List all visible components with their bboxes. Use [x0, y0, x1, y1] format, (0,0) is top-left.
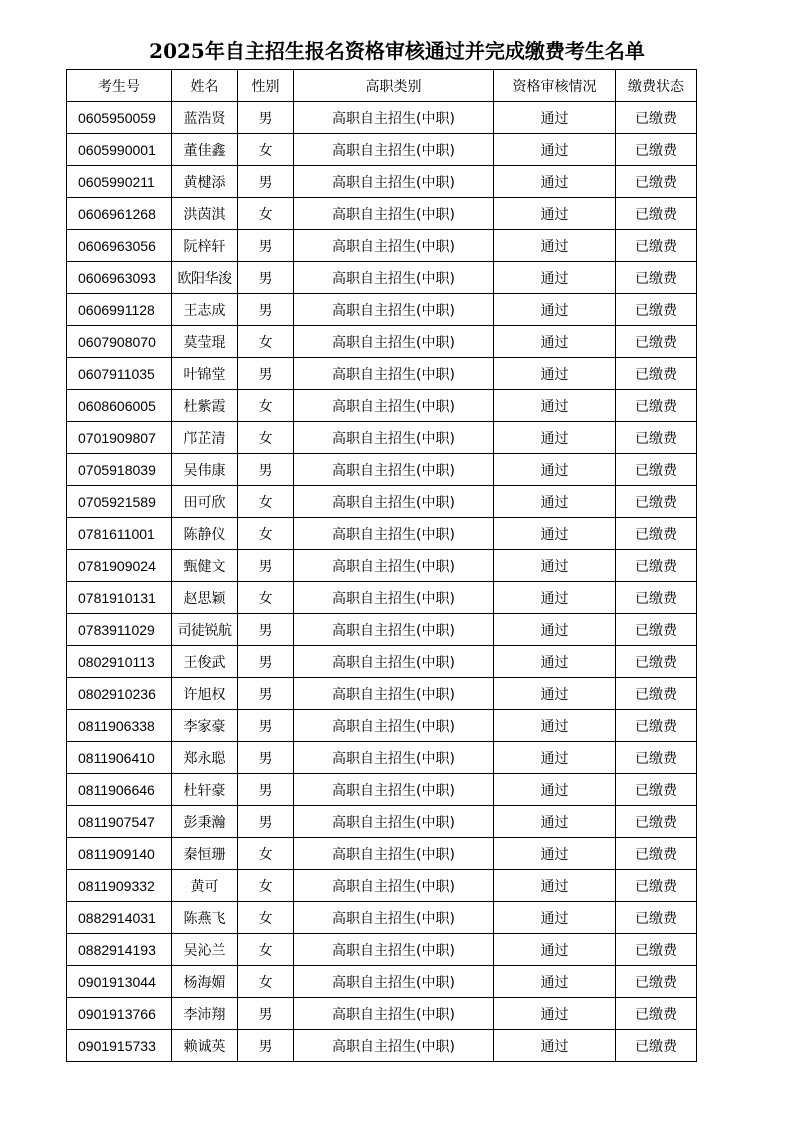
header-review-status: 资格审核情况	[494, 70, 616, 102]
cell-review-status: 通过	[494, 486, 616, 518]
cell-candidate-id: 0882914193	[67, 934, 172, 966]
cell-name: 莫莹琨	[172, 326, 238, 358]
cell-category: 高职自主招生(中职)	[294, 230, 494, 262]
page-title: 2025年自主招生报名资格审核通过并完成缴费考生名单	[149, 39, 645, 63]
cell-candidate-id: 0781611001	[67, 518, 172, 550]
cell-name: 赖诚英	[172, 1030, 238, 1062]
cell-review-status: 通过	[494, 966, 616, 998]
table-row	[67, 774, 697, 806]
cell-name: 黄可	[172, 870, 238, 902]
cell-payment-status: 已缴费	[616, 166, 697, 198]
cell-category: 高职自主招生(中职)	[294, 134, 494, 166]
cell-category: 高职自主招生(中职)	[294, 102, 494, 134]
cell-name: 吴沁兰	[172, 934, 238, 966]
cell-category: 高职自主招生(中职)	[294, 742, 494, 774]
cell-review-status: 通过	[494, 902, 616, 934]
table-row	[67, 614, 697, 646]
table-header	[67, 70, 697, 102]
table-row	[67, 550, 697, 582]
cell-candidate-id: 0811909140	[67, 838, 172, 870]
cell-candidate-id: 0802910236	[67, 678, 172, 710]
cell-review-status: 通过	[494, 550, 616, 582]
cell-review-status: 通过	[494, 198, 616, 230]
cell-name: 李家豪	[172, 710, 238, 742]
table-row	[67, 934, 697, 966]
cell-category: 高职自主招生(中职)	[294, 806, 494, 838]
cell-gender: 男	[238, 230, 294, 262]
cell-payment-status: 已缴费	[616, 582, 697, 614]
cell-name: 杜轩豪	[172, 774, 238, 806]
cell-name: 甄健文	[172, 550, 238, 582]
cell-gender: 男	[238, 358, 294, 390]
cell-name: 邝芷清	[172, 422, 238, 454]
cell-name: 陈静仪	[172, 518, 238, 550]
cell-payment-status: 已缴费	[616, 230, 697, 262]
cell-name: 蓝浩贤	[172, 102, 238, 134]
table-row	[67, 358, 697, 390]
cell-gender: 女	[238, 518, 294, 550]
cell-gender: 男	[238, 262, 294, 294]
table-row	[67, 710, 697, 742]
cell-category: 高职自主招生(中职)	[294, 166, 494, 198]
table-row	[67, 102, 697, 134]
table-row	[67, 294, 697, 326]
cell-review-status: 通过	[494, 390, 616, 422]
cell-category: 高职自主招生(中职)	[294, 838, 494, 870]
cell-category: 高职自主招生(中职)	[294, 390, 494, 422]
cell-gender: 女	[238, 326, 294, 358]
cell-payment-status: 已缴费	[616, 870, 697, 902]
cell-payment-status: 已缴费	[616, 134, 697, 166]
cell-gender: 男	[238, 742, 294, 774]
cell-gender: 女	[238, 902, 294, 934]
table-row	[67, 230, 697, 262]
cell-name: 李沛翔	[172, 998, 238, 1030]
cell-category: 高职自主招生(中职)	[294, 1030, 494, 1062]
cell-candidate-id: 0781910131	[67, 582, 172, 614]
table-row	[67, 870, 697, 902]
cell-candidate-id: 0605990211	[67, 166, 172, 198]
cell-gender: 男	[238, 774, 294, 806]
cell-name: 洪茵淇	[172, 198, 238, 230]
table-row	[67, 966, 697, 998]
cell-payment-status: 已缴费	[616, 1030, 697, 1062]
cell-payment-status: 已缴费	[616, 710, 697, 742]
candidate-table	[66, 69, 697, 1062]
cell-payment-status: 已缴费	[616, 838, 697, 870]
cell-category: 高职自主招生(中职)	[294, 902, 494, 934]
cell-candidate-id: 0802910113	[67, 646, 172, 678]
cell-name: 赵思颖	[172, 582, 238, 614]
cell-candidate-id: 0783911029	[67, 614, 172, 646]
cell-candidate-id: 0606963093	[67, 262, 172, 294]
cell-candidate-id: 0882914031	[67, 902, 172, 934]
cell-review-status: 通过	[494, 422, 616, 454]
table-row	[67, 902, 697, 934]
cell-gender: 女	[238, 198, 294, 230]
table-row	[67, 998, 697, 1030]
cell-candidate-id: 0781909024	[67, 550, 172, 582]
cell-candidate-id: 0607908070	[67, 326, 172, 358]
cell-review-status: 通过	[494, 454, 616, 486]
cell-category: 高职自主招生(中职)	[294, 358, 494, 390]
cell-candidate-id: 0901913044	[67, 966, 172, 998]
cell-name: 许旭权	[172, 678, 238, 710]
cell-category: 高职自主招生(中职)	[294, 518, 494, 550]
table-row	[67, 838, 697, 870]
cell-gender: 男	[238, 1030, 294, 1062]
cell-category: 高职自主招生(中职)	[294, 646, 494, 678]
cell-candidate-id: 0607911035	[67, 358, 172, 390]
cell-review-status: 通过	[494, 614, 616, 646]
cell-review-status: 通过	[494, 358, 616, 390]
header-payment-status: 缴费状态	[616, 70, 697, 102]
cell-gender: 女	[238, 838, 294, 870]
cell-payment-status: 已缴费	[616, 326, 697, 358]
cell-gender: 男	[238, 102, 294, 134]
cell-name: 欧阳华浚	[172, 262, 238, 294]
cell-name: 司徒锐航	[172, 614, 238, 646]
cell-gender: 男	[238, 454, 294, 486]
table-row	[67, 806, 697, 838]
cell-review-status: 通过	[494, 134, 616, 166]
cell-candidate-id: 0606991128	[67, 294, 172, 326]
cell-gender: 女	[238, 390, 294, 422]
cell-gender: 女	[238, 934, 294, 966]
cell-candidate-id: 0605990001	[67, 134, 172, 166]
cell-review-status: 通过	[494, 710, 616, 742]
cell-gender: 男	[238, 998, 294, 1030]
cell-candidate-id: 0701909807	[67, 422, 172, 454]
cell-payment-status: 已缴费	[616, 518, 697, 550]
cell-review-status: 通过	[494, 518, 616, 550]
table-row	[67, 134, 697, 166]
cell-category: 高职自主招生(中职)	[294, 998, 494, 1030]
cell-review-status: 通过	[494, 806, 616, 838]
cell-category: 高职自主招生(中职)	[294, 262, 494, 294]
cell-gender: 男	[238, 614, 294, 646]
cell-name: 郑永聪	[172, 742, 238, 774]
cell-name: 陈燕飞	[172, 902, 238, 934]
cell-gender: 女	[238, 582, 294, 614]
cell-payment-status: 已缴费	[616, 934, 697, 966]
cell-gender: 女	[238, 870, 294, 902]
cell-category: 高职自主招生(中职)	[294, 582, 494, 614]
cell-name: 杨海媚	[172, 966, 238, 998]
cell-review-status: 通过	[494, 1030, 616, 1062]
table-row	[67, 198, 697, 230]
cell-payment-status: 已缴费	[616, 198, 697, 230]
cell-name: 杜紫霞	[172, 390, 238, 422]
cell-category: 高职自主招生(中职)	[294, 198, 494, 230]
cell-gender: 男	[238, 806, 294, 838]
cell-name: 阮梓轩	[172, 230, 238, 262]
cell-candidate-id: 0901915733	[67, 1030, 172, 1062]
cell-category: 高职自主招生(中职)	[294, 550, 494, 582]
cell-name: 吴伟康	[172, 454, 238, 486]
cell-payment-status: 已缴费	[616, 358, 697, 390]
cell-category: 高职自主招生(中职)	[294, 294, 494, 326]
cell-payment-status: 已缴费	[616, 454, 697, 486]
cell-gender: 女	[238, 486, 294, 518]
cell-gender: 女	[238, 134, 294, 166]
cell-candidate-id: 0608606005	[67, 390, 172, 422]
cell-review-status: 通过	[494, 870, 616, 902]
cell-payment-status: 已缴费	[616, 262, 697, 294]
header-name: 姓名	[172, 70, 238, 102]
cell-gender: 男	[238, 550, 294, 582]
table-row	[67, 582, 697, 614]
cell-gender: 男	[238, 646, 294, 678]
table-row	[67, 518, 697, 550]
header-row	[67, 70, 697, 102]
cell-review-status: 通过	[494, 326, 616, 358]
cell-payment-status: 已缴费	[616, 742, 697, 774]
cell-candidate-id: 0606963056	[67, 230, 172, 262]
cell-payment-status: 已缴费	[616, 102, 697, 134]
cell-gender: 男	[238, 678, 294, 710]
cell-candidate-id: 0811907547	[67, 806, 172, 838]
cell-gender: 女	[238, 966, 294, 998]
cell-name: 王志成	[172, 294, 238, 326]
cell-review-status: 通过	[494, 934, 616, 966]
cell-candidate-id: 0705921589	[67, 486, 172, 518]
cell-payment-status: 已缴费	[616, 294, 697, 326]
header-gender: 性别	[238, 70, 294, 102]
cell-payment-status: 已缴费	[616, 550, 697, 582]
cell-review-status: 通过	[494, 582, 616, 614]
cell-gender: 男	[238, 294, 294, 326]
table-row	[67, 390, 697, 422]
cell-category: 高职自主招生(中职)	[294, 774, 494, 806]
cell-review-status: 通过	[494, 294, 616, 326]
cell-category: 高职自主招生(中职)	[294, 710, 494, 742]
cell-review-status: 通过	[494, 774, 616, 806]
cell-category: 高职自主招生(中职)	[294, 326, 494, 358]
cell-review-status: 通过	[494, 742, 616, 774]
cell-category: 高职自主招生(中职)	[294, 486, 494, 518]
table-row	[67, 646, 697, 678]
cell-name: 彭秉瀚	[172, 806, 238, 838]
table-row	[67, 326, 697, 358]
cell-review-status: 通过	[494, 230, 616, 262]
cell-category: 高职自主招生(中职)	[294, 870, 494, 902]
cell-name: 王俊武	[172, 646, 238, 678]
table-row	[67, 454, 697, 486]
table-row	[67, 166, 697, 198]
cell-name: 黄楗添	[172, 166, 238, 198]
cell-name: 叶锦堂	[172, 358, 238, 390]
cell-review-status: 通过	[494, 166, 616, 198]
table-row	[67, 262, 697, 294]
cell-candidate-id: 0901913766	[67, 998, 172, 1030]
cell-candidate-id: 0605950059	[67, 102, 172, 134]
table-row	[67, 422, 697, 454]
cell-candidate-id: 0811906338	[67, 710, 172, 742]
cell-candidate-id: 0811906410	[67, 742, 172, 774]
cell-name: 董佳鑫	[172, 134, 238, 166]
cell-gender: 男	[238, 166, 294, 198]
cell-candidate-id: 0705918039	[67, 454, 172, 486]
cell-payment-status: 已缴费	[616, 902, 697, 934]
cell-name: 秦恒珊	[172, 838, 238, 870]
table-row	[67, 742, 697, 774]
cell-category: 高职自主招生(中职)	[294, 966, 494, 998]
header-category: 高职类别	[294, 70, 494, 102]
cell-payment-status: 已缴费	[616, 390, 697, 422]
table-row	[67, 1030, 697, 1062]
cell-payment-status: 已缴费	[616, 646, 697, 678]
table-row	[67, 678, 697, 710]
cell-payment-status: 已缴费	[616, 678, 697, 710]
cell-candidate-id: 0811906646	[67, 774, 172, 806]
cell-review-status: 通过	[494, 678, 616, 710]
cell-category: 高职自主招生(中职)	[294, 454, 494, 486]
cell-payment-status: 已缴费	[616, 614, 697, 646]
cell-review-status: 通过	[494, 838, 616, 870]
cell-gender: 男	[238, 710, 294, 742]
cell-review-status: 通过	[494, 262, 616, 294]
cell-review-status: 通过	[494, 102, 616, 134]
cell-payment-status: 已缴费	[616, 774, 697, 806]
cell-payment-status: 已缴费	[616, 422, 697, 454]
cell-category: 高职自主招生(中职)	[294, 678, 494, 710]
cell-payment-status: 已缴费	[616, 998, 697, 1030]
cell-payment-status: 已缴费	[616, 806, 697, 838]
cell-review-status: 通过	[494, 998, 616, 1030]
cell-name: 田可欣	[172, 486, 238, 518]
cell-payment-status: 已缴费	[616, 966, 697, 998]
cell-candidate-id: 0606961268	[67, 198, 172, 230]
cell-category: 高职自主招生(中职)	[294, 934, 494, 966]
table-body	[67, 102, 697, 1062]
cell-candidate-id: 0811909332	[67, 870, 172, 902]
cell-review-status: 通过	[494, 646, 616, 678]
cell-gender: 女	[238, 422, 294, 454]
cell-category: 高职自主招生(中职)	[294, 614, 494, 646]
table-row	[67, 486, 697, 518]
cell-payment-status: 已缴费	[616, 486, 697, 518]
cell-category: 高职自主招生(中职)	[294, 422, 494, 454]
header-candidate-id: 考生号	[67, 70, 172, 102]
